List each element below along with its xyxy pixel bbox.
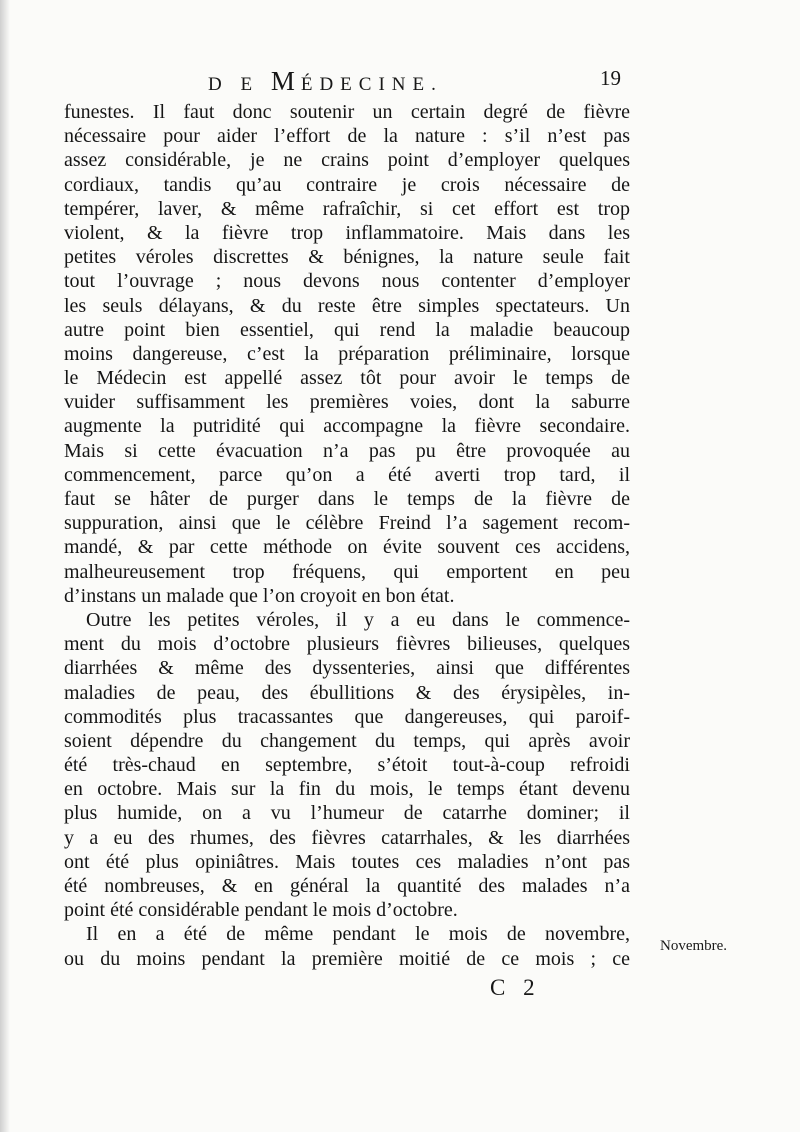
text-line: point été considérable pendant le mois d’octobre. <box>64 899 458 922</box>
body-text <box>64 100 630 971</box>
running-head-prefix: D E <box>208 74 260 95</box>
text-line: petites véroles discrettes & bénignes, la nature seule fait <box>64 246 630 269</box>
text-line: faut se hâter de purger dans le temps de la fièvre de <box>64 488 630 510</box>
text-line: plus humide, on a vu l’humeur de catarrhe dominer; il <box>64 802 630 825</box>
running-head-initial: M <box>270 66 301 96</box>
text-line: vuider suffisamment les premières voies, dont la saburre <box>64 391 630 414</box>
text-line: ment du mois d’octobre plusieurs fièvres bilieuses, quelques <box>64 633 630 656</box>
text-line: maladies de peau, des ébullitions & des érysipèles, in- <box>64 681 630 704</box>
text-line: diarrhées & même des dyssenteries, ainsi que différentes <box>64 657 630 680</box>
text-line: augmente la putridité qui accompagne la fièvre secondaire. <box>64 415 630 438</box>
text-line: malheureusement trop fréquens, qui emportent en peu <box>64 560 630 583</box>
text-line: tout l’ouvrage ; nous devons nous contenter d’employer <box>64 270 630 293</box>
text-line: autre point bien essentiel, qui rend la maladie beaucoup <box>64 318 630 341</box>
text-line: cordiaux, tandis qu’au contraire je crois nécessaire de <box>64 173 630 196</box>
text-line: moins dangereuse, c’est la préparation préliminaire, lorsque <box>64 342 630 365</box>
text-line: Il en a été de même pendant le mois de novembre, <box>86 923 630 946</box>
text-line: d’instans un malade que l’on croyoit en bon état. <box>64 584 455 607</box>
text-line: été très-chaud en septembre, s’étoit tout-à-coup refroidi <box>64 754 630 777</box>
margin-note: Novembre. <box>660 938 728 954</box>
text-line: suppuration, ainsi que le célèbre Freind l’a sagement recom- <box>64 512 630 535</box>
text-line: les seuls délayans, & du reste être simples spectateurs. Un <box>64 294 630 317</box>
text-line: tempérer, laver, & même rafraîchir, si cet effort est trop <box>64 197 630 220</box>
text-line: commencement, parce qu’on a été averti trop tard, il <box>64 463 630 486</box>
text-line: violent, & la fièvre trop inflammatoire. Mais dans les <box>64 221 630 244</box>
running-head-word: ÉDECINE. <box>300 74 443 95</box>
text-line: assez considérable, je ne crains point d’employer quelques <box>64 149 630 172</box>
page-gutter-shadow <box>0 0 10 1132</box>
text-line: mandé, & par cette méthode on évite souvent ces accidens, <box>64 536 630 559</box>
signature-mark: C 2 <box>490 975 541 1000</box>
page-number: 19 <box>600 66 621 90</box>
text-line: y a eu des rhumes, des fièvres catarrhales, & les diarrhées <box>64 826 630 849</box>
text-line: été nombreuses, & en général la quantité des malades n’a <box>64 875 630 897</box>
running-head <box>208 66 443 97</box>
text-line: en octobre. Mais sur la fin du mois, le temps étant devenu <box>64 778 630 801</box>
text-line: ou du moins pendant la première moitié de ce mois ; ce <box>64 947 630 970</box>
text-line: soient dépendre du changement du temps, qui après avoir <box>64 729 630 752</box>
page-header <box>0 66 800 96</box>
text-line: funestes. Il faut donc soutenir un certain degré de fièvre <box>64 101 630 123</box>
text-line: Outre les petites véroles, il y a eu dans le commence- <box>86 608 630 631</box>
text-line: Mais si cette évacuation n’a pas pu être provoquée au <box>64 439 630 462</box>
text-line: le Médecin est appellé assez tôt pour avoir le temps de <box>64 367 630 390</box>
text-line: nécessaire pour aider l’effort de la nature : s’il n’est pas <box>64 125 630 148</box>
text-line: commodités plus tracassantes que dangereuses, qui paroif- <box>64 705 630 728</box>
text-line: ont été plus opiniâtres. Mais toutes ces maladies n’ont pas <box>64 850 630 873</box>
